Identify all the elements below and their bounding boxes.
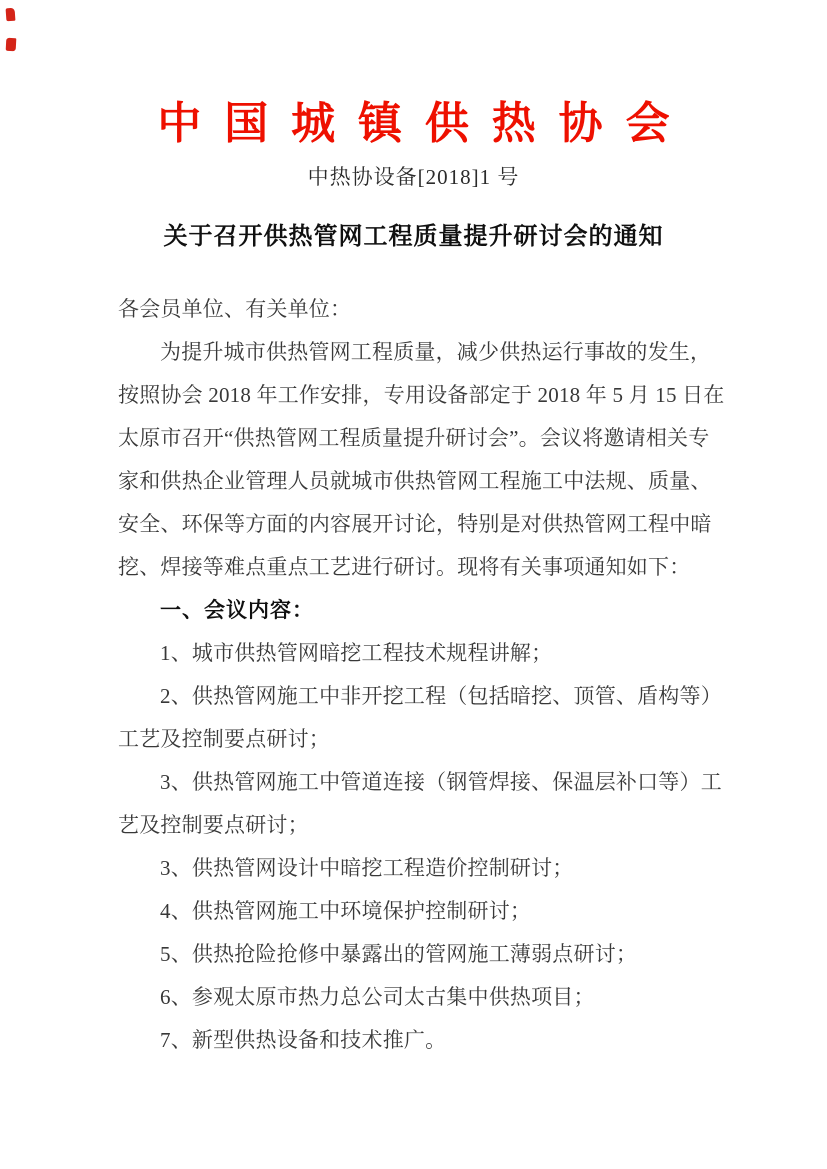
list-item: 6、参观太原市热力总公司太古集中供热项目； [160,985,595,1009]
paragraph-line: 挖、焊接等难点重点工艺进行研讨。现将有关事项通知如下： [118,555,691,579]
list-item: 2、供热管网施工中非开挖工程（包括暗挖、顶管、盾构等） [160,684,722,708]
list-item: 3、供热管网施工中管道连接（钢管焊接、保温层补口等）工 [160,770,722,794]
list-item: 7、新型供热设备和技术推广。 [160,1028,447,1052]
paragraph-line: 家和供热企业管理人员就城市供热管网工程施工中法规、质量、 [118,469,712,493]
list-item: 4、供热管网施工中环境保护控制研讨； [160,899,532,923]
organization-title: 中国城镇供热协会 [157,99,693,148]
paragraph-line: 为提升城市供热管网工程质量，减少供热运行事故的发生， [160,340,712,364]
paragraph-line: 按照协会 2018 年工作安排，专用设备部定于 2018 年 5 月 15 日在 [118,383,725,407]
list-item: 1、城市供热管网暗挖工程技术规程讲解； [160,641,553,665]
section-heading: 一、会议内容： [160,599,314,622]
scan-artifact-mark [6,38,17,52]
notice-title: 关于召开供热管网工程质量提升研讨会的通知 [163,223,664,250]
notice-body [0,288,827,1062]
list-item-continuation: 艺及控制要点研讨； [118,813,309,837]
list-item: 3、供热管网设计中暗挖工程造价控制研讨； [160,856,574,880]
salutation-line: 各会员单位、有关单位： [118,297,352,321]
document-number: 中热协设备[2018]1 号 [307,165,520,189]
paragraph-line: 安全、环保等方面的内容展开讨论，特别是对供热管网工程中暗 [118,512,712,536]
list-item: 5、供热抢险抢修中暴露出的管网施工薄弱点研讨； [160,942,638,966]
list-item-continuation: 工艺及控制要点研讨； [118,727,330,751]
scan-artifact-mark [6,8,16,22]
paragraph-line: 太原市召开“供热管网工程质量提升研讨会”。会议将邀请相关专 [118,426,710,450]
